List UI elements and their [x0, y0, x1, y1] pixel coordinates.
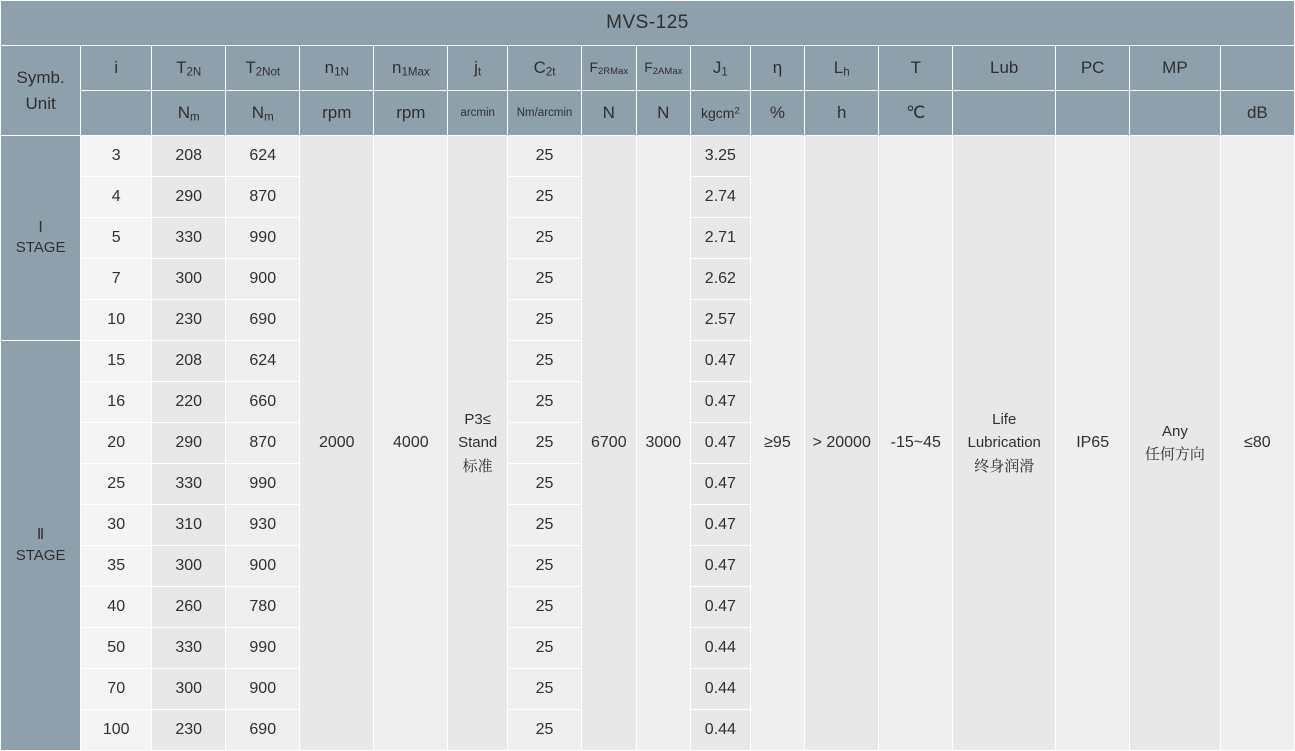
cell-pc: IP65 — [1056, 136, 1130, 751]
unit-n1n: rpm — [300, 91, 374, 136]
header-i: i — [81, 46, 152, 91]
cell-t2n: 300 — [152, 669, 226, 710]
table-row — [1, 136, 1295, 177]
cell-j1: 0.47 — [691, 587, 751, 628]
stage-word: STAGE — [15, 239, 66, 256]
cell-t2not: 870 — [226, 177, 300, 218]
unit-pc — [1056, 91, 1130, 136]
cell-i: 30 — [81, 505, 152, 546]
unit-c2t: Nm/arcmin — [508, 91, 582, 136]
cell-mp: Any 任何方向 — [1130, 136, 1221, 751]
unit-f2amax: N — [636, 91, 691, 136]
header-symbol — [1, 46, 81, 136]
cell-noise: ≤80 — [1220, 136, 1294, 751]
header-lub: Lub — [953, 46, 1056, 91]
cell-i: 35 — [81, 546, 152, 587]
cell-c2t: 25 — [508, 300, 582, 341]
cell-j1: 2.57 — [691, 300, 751, 341]
cell-i: 40 — [81, 587, 152, 628]
header-symbol-label: Symb. — [16, 67, 65, 87]
cell-c2t: 25 — [508, 136, 582, 177]
cell-t2not: 930 — [226, 505, 300, 546]
cell-j1: 3.25 — [691, 136, 751, 177]
cell-t2not: 624 — [226, 136, 300, 177]
cell-t2not: 690 — [226, 710, 300, 751]
cell-j1: 0.47 — [691, 341, 751, 382]
cell-lh: > 20000 — [805, 136, 879, 751]
stage-cell-2 — [1, 341, 81, 751]
cell-c2t: 25 — [508, 382, 582, 423]
cell-f2rmax: 6700 — [582, 136, 637, 751]
header-pc: PC — [1056, 46, 1130, 91]
unit-lub — [953, 91, 1056, 136]
header-t2n: $T_{2N}$ — [152, 46, 226, 91]
stage-word: STAGE — [15, 546, 66, 564]
cell-j1: 0.47 — [691, 505, 751, 546]
cell-t2not: 990 — [226, 218, 300, 259]
cell-t2not: 660 — [226, 382, 300, 423]
header-f2amax: $F_{2AMax}$ — [636, 46, 691, 91]
cell-t2not: 900 — [226, 546, 300, 587]
cell-t2n: 220 — [152, 382, 226, 423]
header-noise — [1220, 46, 1294, 91]
cell-f2amax: 3000 — [636, 136, 691, 751]
cell-c2t: 25 — [508, 587, 582, 628]
unit-i — [81, 91, 152, 136]
cell-t2n: 260 — [152, 587, 226, 628]
cell-c2t: 25 — [508, 218, 582, 259]
cell-t2n: 330 — [152, 464, 226, 505]
header-n1n: $n_{1N}$ — [300, 46, 374, 91]
stage-roman: Ⅱ — [36, 526, 45, 544]
cell-t2n: 208 — [152, 341, 226, 382]
unit-eta: % — [750, 91, 805, 136]
cell-t2n: 330 — [152, 628, 226, 669]
cell-c2t: 25 — [508, 423, 582, 464]
cell-t2n: 310 — [152, 505, 226, 546]
cell-t2not: 900 — [226, 259, 300, 300]
stage-cell-1 — [1, 136, 81, 341]
unit-t2not: $N_m$ — [226, 91, 300, 136]
cell-c2t: 25 — [508, 259, 582, 300]
header-f2rmax: $F_{2RMax}$ — [582, 46, 637, 91]
cell-i: 100 — [81, 710, 152, 751]
cell-j1: 0.47 — [691, 382, 751, 423]
header-c2t: $C_{2t}$ — [508, 46, 582, 91]
cell-t2not: 690 — [226, 300, 300, 341]
cell-i: 5 — [81, 218, 152, 259]
cell-t2n: 330 — [152, 218, 226, 259]
header-eta: η — [750, 46, 805, 91]
cell-j1: 0.47 — [691, 546, 751, 587]
cell-i: 20 — [81, 423, 152, 464]
cell-c2t: 25 — [508, 669, 582, 710]
unit-t2n: $N_m$ — [152, 91, 226, 136]
cell-t2not: 990 — [226, 628, 300, 669]
header-t2not: $T_{2Not}$ — [226, 46, 300, 91]
cell-t2n: 300 — [152, 546, 226, 587]
cell-t2not: 990 — [226, 464, 300, 505]
cell-t2n: 208 — [152, 136, 226, 177]
unit-jt: arcmin — [448, 91, 508, 136]
cell-t2n: 290 — [152, 177, 226, 218]
unit-n1max: rpm — [374, 91, 448, 136]
cell-t2not: 624 — [226, 341, 300, 382]
cell-c2t: 25 — [508, 628, 582, 669]
cell-j1: 0.47 — [691, 464, 751, 505]
cell-eta: ≥95 — [750, 136, 805, 751]
header-unit-label: Unit — [25, 93, 56, 113]
cell-j1: 2.71 — [691, 218, 751, 259]
cell-j1: 2.74 — [691, 177, 751, 218]
cell-t2not: 870 — [226, 423, 300, 464]
cell-i: 50 — [81, 628, 152, 669]
unit-noise: dB — [1220, 91, 1294, 136]
cell-j1: 0.44 — [691, 669, 751, 710]
header-row-units — [1, 91, 1295, 136]
unit-mp — [1130, 91, 1221, 136]
cell-i: 25 — [81, 464, 152, 505]
header-j1: $J_1$ — [691, 46, 751, 91]
title-row — [1, 1, 1295, 46]
cell-c2t: 25 — [508, 341, 582, 382]
cell-n1n: 2000 — [300, 136, 374, 751]
header-n1max: $n_{1Max}$ — [374, 46, 448, 91]
cell-c2t: 25 — [508, 505, 582, 546]
header-mp: MP — [1130, 46, 1221, 91]
unit-t: ℃ — [879, 91, 953, 136]
cell-jt: P3≤ Stand 标准 — [448, 136, 508, 751]
cell-i: 10 — [81, 300, 152, 341]
cell-i: 4 — [81, 177, 152, 218]
cell-j1: 2.62 — [691, 259, 751, 300]
cell-i: 70 — [81, 669, 152, 710]
cell-i: 7 — [81, 259, 152, 300]
cell-temp: -15~45 — [879, 136, 953, 751]
cell-t2not: 780 — [226, 587, 300, 628]
cell-i: 3 — [81, 136, 152, 177]
cell-i: 15 — [81, 341, 152, 382]
cell-t2not: 900 — [226, 669, 300, 710]
header-jt: $j_t$ — [448, 46, 508, 91]
cell-i: 16 — [81, 382, 152, 423]
unit-f2rmax: N — [582, 91, 637, 136]
cell-c2t: 25 — [508, 464, 582, 505]
cell-lub: Life Lubrication 终身润滑 — [953, 136, 1056, 751]
cell-t2n: 230 — [152, 300, 226, 341]
header-lh: $L_h$ — [805, 46, 879, 91]
cell-j1: 0.47 — [691, 423, 751, 464]
cell-c2t: 25 — [508, 177, 582, 218]
cell-c2t: 25 — [508, 546, 582, 587]
page-title: MVS-125 — [1, 1, 1295, 46]
header-row-symbols — [1, 46, 1295, 91]
cell-c2t: 25 — [508, 710, 582, 751]
cell-n1max: 4000 — [374, 136, 448, 751]
unit-j1: kgcm$^2$ — [691, 91, 751, 136]
cell-t2n: 300 — [152, 259, 226, 300]
unit-lh: h — [805, 91, 879, 136]
stage-roman: Ⅰ — [38, 218, 43, 236]
cell-t2n: 290 — [152, 423, 226, 464]
cell-j1: 0.44 — [691, 710, 751, 751]
cell-t2n: 230 — [152, 710, 226, 751]
cell-j1: 0.44 — [691, 628, 751, 669]
header-t: T — [879, 46, 953, 91]
